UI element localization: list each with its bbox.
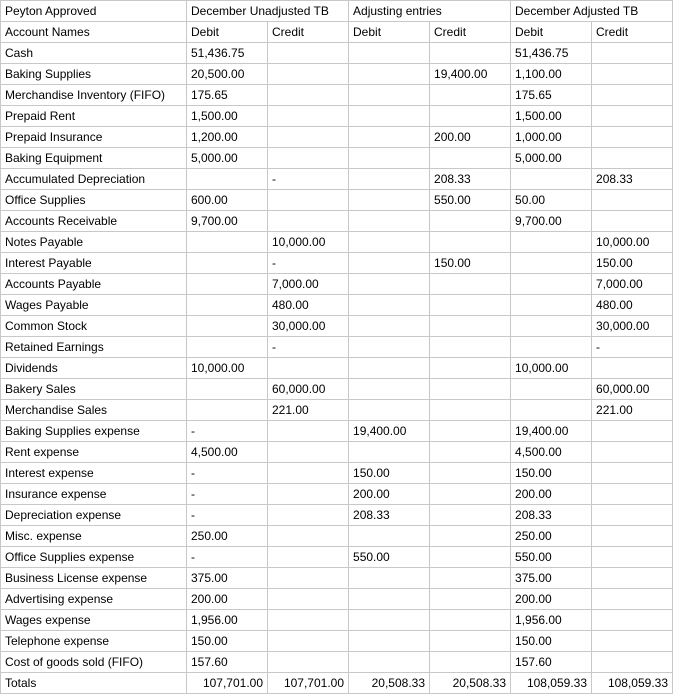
cell-adjusting-debit [349,526,430,547]
cell-unadjusted-debit: - [187,421,268,442]
account-name-cell: Office Supplies [1,190,187,211]
cell-unadjusted-debit [187,295,268,316]
group-unadjusted-tb: December Unadjusted TB [187,1,349,22]
cell-adjusting-debit: 150.00 [349,463,430,484]
cell-unadjusted-credit [268,442,349,463]
account-name-cell: Accounts Payable [1,274,187,295]
account-name-cell: Common Stock [1,316,187,337]
cell-unadjusted-credit [268,463,349,484]
cell-unadjusted-debit: - [187,505,268,526]
cell-adjusting-credit [430,631,511,652]
cell-adjusting-debit: 550.00 [349,547,430,568]
cell-unadjusted-debit: 4,500.00 [187,442,268,463]
cell-adjusted-debit: 208.33 [511,505,592,526]
cell-adjusted-debit [511,316,592,337]
cell-unadjusted-debit [187,253,268,274]
cell-adjusting-credit [430,358,511,379]
table-row [1,127,673,148]
cell-adjusted-credit [592,85,673,106]
table-row [1,652,673,673]
cell-unadjusted-debit [187,400,268,421]
table-row [1,358,673,379]
cell-adjusted-credit [592,484,673,505]
cell-adjusted-credit [592,568,673,589]
table-row [1,505,673,526]
header-adjusted-debit: Debit [511,22,592,43]
table-row [1,610,673,631]
table-row [1,379,673,400]
cell-adjusted-credit [592,631,673,652]
totals-row [1,673,673,694]
cell-unadjusted-debit: 10,000.00 [187,358,268,379]
cell-unadjusted-debit [187,232,268,253]
cell-adjusted-debit [511,400,592,421]
cell-adjusting-debit [349,43,430,64]
totals-adjusted-credit: 108,059.33 [592,673,673,694]
cell-adjusting-credit [430,547,511,568]
account-name-cell: Prepaid Insurance [1,127,187,148]
cell-adjusted-debit: 10,000.00 [511,358,592,379]
header-adjusted-credit: Credit [592,22,673,43]
cell-adjusted-credit [592,190,673,211]
cell-adjusted-debit: 175.65 [511,85,592,106]
account-name-cell: Baking Supplies [1,64,187,85]
cell-adjusting-credit [430,85,511,106]
account-name-cell: Cost of goods sold (FIFO) [1,652,187,673]
cell-unadjusted-credit [268,211,349,232]
cell-unadjusted-credit: 30,000.00 [268,316,349,337]
table-row [1,589,673,610]
cell-adjusted-debit: 250.00 [511,526,592,547]
table-row [1,442,673,463]
account-name-cell: Accumulated Depreciation [1,169,187,190]
cell-adjusted-debit: 50.00 [511,190,592,211]
header-unadjusted-credit: Credit [268,22,349,43]
header-account-names: Account Names [1,22,187,43]
cell-adjusting-credit: 150.00 [430,253,511,274]
cell-adjusting-debit [349,442,430,463]
cell-adjusting-debit [349,64,430,85]
cell-adjusted-credit: 208.33 [592,169,673,190]
cell-unadjusted-credit [268,64,349,85]
table-row [1,43,673,64]
account-name-cell: Accounts Receivable [1,211,187,232]
totals-unadjusted-debit: 107,701.00 [187,673,268,694]
cell-unadjusted-credit [268,148,349,169]
cell-adjusted-credit [592,589,673,610]
cell-adjusting-debit [349,190,430,211]
cell-unadjusted-credit [268,421,349,442]
table-row [1,64,673,85]
cell-adjusted-debit: 51,436.75 [511,43,592,64]
account-name-cell: Office Supplies expense [1,547,187,568]
cell-unadjusted-debit: 150.00 [187,631,268,652]
account-name-cell: Merchandise Sales [1,400,187,421]
cell-adjusted-credit: 60,000.00 [592,379,673,400]
cell-adjusted-credit: 30,000.00 [592,316,673,337]
cell-unadjusted-debit [187,316,268,337]
cell-adjusted-credit: 7,000.00 [592,274,673,295]
cell-unadjusted-credit [268,589,349,610]
cell-adjusted-credit: 480.00 [592,295,673,316]
table-row [1,400,673,421]
cell-unadjusted-debit: 1,200.00 [187,127,268,148]
cell-unadjusted-debit: 1,500.00 [187,106,268,127]
cell-unadjusted-credit: 221.00 [268,400,349,421]
cell-adjusted-credit [592,43,673,64]
cell-adjusting-debit [349,106,430,127]
cell-unadjusted-debit: 375.00 [187,568,268,589]
cell-adjusting-credit [430,106,511,127]
cell-adjusting-debit [349,148,430,169]
cell-adjusting-debit [349,631,430,652]
cell-adjusting-credit [430,274,511,295]
cell-adjusting-credit [430,463,511,484]
account-name-cell: Wages Payable [1,295,187,316]
table-row [1,421,673,442]
cell-unadjusted-credit: 480.00 [268,295,349,316]
cell-adjusting-debit [349,169,430,190]
cell-unadjusted-debit [187,337,268,358]
cell-adjusting-debit [349,295,430,316]
cell-adjusted-debit: 150.00 [511,631,592,652]
cell-adjusting-debit [349,337,430,358]
account-name-cell: Advertising expense [1,589,187,610]
cell-adjusting-credit [430,568,511,589]
cell-adjusting-debit: 208.33 [349,505,430,526]
cell-unadjusted-debit: 20,500.00 [187,64,268,85]
cell-adjusted-credit [592,505,673,526]
cell-adjusted-debit [511,253,592,274]
cell-unadjusted-debit: 51,436.75 [187,43,268,64]
totals-adjusting-credit: 20,508.33 [430,673,511,694]
cell-unadjusted-credit [268,505,349,526]
cell-unadjusted-credit [268,190,349,211]
account-name-cell: Business License expense [1,568,187,589]
cell-adjusted-debit: 150.00 [511,463,592,484]
cell-adjusted-debit [511,232,592,253]
cell-unadjusted-debit: - [187,484,268,505]
cell-adjusting-credit [430,148,511,169]
cell-adjusted-credit [592,526,673,547]
cell-unadjusted-debit: 250.00 [187,526,268,547]
cell-unadjusted-credit [268,43,349,64]
header-unadjusted-debit: Debit [187,22,268,43]
account-name-cell: Retained Earnings [1,337,187,358]
cell-adjusted-credit [592,148,673,169]
totals-adjusting-debit: 20,508.33 [349,673,430,694]
cell-adjusted-debit: 157.60 [511,652,592,673]
cell-unadjusted-debit [187,274,268,295]
cell-adjusted-debit: 4,500.00 [511,442,592,463]
cell-adjusted-credit: 10,000.00 [592,232,673,253]
cell-adjusted-debit [511,379,592,400]
cell-unadjusted-credit [268,610,349,631]
cell-adjusting-debit [349,589,430,610]
table-row [1,526,673,547]
cell-adjusting-credit [430,484,511,505]
cell-adjusting-credit [430,652,511,673]
cell-adjusting-debit [349,232,430,253]
account-name-cell: Telephone expense [1,631,187,652]
totals-label: Totals [1,673,187,694]
cell-adjusting-debit [349,568,430,589]
table-row [1,337,673,358]
cell-unadjusted-credit: 60,000.00 [268,379,349,400]
cell-adjusted-debit [511,337,592,358]
table-row [1,211,673,232]
cell-adjusting-debit: 19,400.00 [349,421,430,442]
cell-adjusted-debit [511,274,592,295]
cell-adjusting-credit [430,610,511,631]
cell-unadjusted-debit [187,169,268,190]
cell-adjusting-debit [349,610,430,631]
cell-adjusting-credit [430,400,511,421]
table-row [1,547,673,568]
cell-unadjusted-credit: 10,000.00 [268,232,349,253]
cell-adjusted-credit [592,610,673,631]
cell-unadjusted-credit: - [268,337,349,358]
cell-adjusting-credit [430,232,511,253]
cell-unadjusted-credit [268,127,349,148]
cell-adjusted-debit: 19,400.00 [511,421,592,442]
table-row [1,463,673,484]
account-name-cell: Prepaid Rent [1,106,187,127]
cell-unadjusted-debit: 1,956.00 [187,610,268,631]
cell-adjusted-credit: - [592,337,673,358]
cell-unadjusted-debit: 175.65 [187,85,268,106]
cell-adjusting-credit: 200.00 [430,127,511,148]
cell-adjusting-credit: 19,400.00 [430,64,511,85]
cell-adjusting-debit [349,358,430,379]
cell-unadjusted-debit: - [187,463,268,484]
table-row [1,232,673,253]
cell-unadjusted-credit [268,484,349,505]
cell-unadjusted-credit [268,652,349,673]
cell-adjusting-credit [430,379,511,400]
cell-adjusting-debit [349,316,430,337]
cell-adjusting-debit [349,127,430,148]
table-row [1,295,673,316]
cell-unadjusted-credit [268,358,349,379]
cell-unadjusted-credit [268,106,349,127]
cell-unadjusted-debit: 5,000.00 [187,148,268,169]
account-name-cell: Insurance expense [1,484,187,505]
account-name-cell: Rent expense [1,442,187,463]
cell-adjusting-credit [430,421,511,442]
cell-adjusted-debit [511,295,592,316]
cell-unadjusted-credit: 7,000.00 [268,274,349,295]
cell-adjusting-credit [430,505,511,526]
table-row [1,106,673,127]
table-row [1,484,673,505]
cell-adjusting-credit [430,316,511,337]
cell-adjusting-credit [430,211,511,232]
cell-adjusted-debit: 200.00 [511,589,592,610]
cell-adjusted-credit [592,358,673,379]
table-row [1,568,673,589]
account-name-cell: Depreciation expense [1,505,187,526]
cell-unadjusted-debit [187,379,268,400]
cell-adjusting-credit [430,589,511,610]
cell-unadjusted-credit: - [268,169,349,190]
cell-adjusting-credit [430,337,511,358]
cell-adjusting-credit [430,526,511,547]
cell-adjusted-credit [592,106,673,127]
cell-unadjusted-debit: 600.00 [187,190,268,211]
cell-adjusted-credit [592,463,673,484]
cell-unadjusted-debit: 9,700.00 [187,211,268,232]
table-row [1,169,673,190]
table-row [1,316,673,337]
totals-unadjusted-credit: 107,701.00 [268,673,349,694]
totals-adjusted-debit: 108,059.33 [511,673,592,694]
cell-unadjusted-credit [268,631,349,652]
cell-adjusting-credit [430,43,511,64]
table-row [1,148,673,169]
cell-adjusted-credit [592,547,673,568]
header-adjusting-debit: Debit [349,22,430,43]
company-title: Peyton Approved [1,1,187,22]
cell-adjusted-debit [511,169,592,190]
account-name-cell: Dividends [1,358,187,379]
account-name-cell: Baking Supplies expense [1,421,187,442]
cell-adjusted-credit [592,421,673,442]
account-name-cell: Interest Payable [1,253,187,274]
cell-adjusting-debit [349,379,430,400]
cell-adjusting-debit [349,211,430,232]
cell-adjusted-debit: 9,700.00 [511,211,592,232]
account-name-cell: Merchandise Inventory (FIFO) [1,85,187,106]
header-subrow [1,22,673,43]
cell-adjusted-debit: 1,956.00 [511,610,592,631]
cell-adjusting-debit [349,253,430,274]
cell-adjusting-debit [349,85,430,106]
header-group-row [1,1,673,22]
cell-adjusting-credit [430,295,511,316]
cell-adjusted-debit: 1,100.00 [511,64,592,85]
cell-adjusting-debit [349,274,430,295]
cell-adjusted-credit: 150.00 [592,253,673,274]
header-adjusting-credit: Credit [430,22,511,43]
cell-adjusted-debit: 550.00 [511,547,592,568]
account-name-cell: Wages expense [1,610,187,631]
cell-adjusting-credit: 208.33 [430,169,511,190]
account-name-cell: Interest expense [1,463,187,484]
cell-unadjusted-debit: - [187,547,268,568]
account-name-cell: Misc. expense [1,526,187,547]
table-row [1,190,673,211]
account-name-cell: Notes Payable [1,232,187,253]
cell-adjusted-credit [592,127,673,148]
cell-unadjusted-debit: 157.60 [187,652,268,673]
table-row [1,253,673,274]
table-row [1,274,673,295]
cell-adjusted-debit: 5,000.00 [511,148,592,169]
cell-unadjusted-credit [268,526,349,547]
cell-adjusted-debit: 1,500.00 [511,106,592,127]
cell-adjusted-debit: 200.00 [511,484,592,505]
group-adjusting-entries: Adjusting entries [349,1,511,22]
cell-unadjusted-credit [268,547,349,568]
cell-adjusting-credit [430,442,511,463]
cell-unadjusted-credit [268,85,349,106]
table-row [1,85,673,106]
cell-unadjusted-credit: - [268,253,349,274]
cell-unadjusted-debit: 200.00 [187,589,268,610]
cell-adjusted-credit [592,442,673,463]
cell-adjusted-credit: 221.00 [592,400,673,421]
group-adjusted-tb: December Adjusted TB [511,1,673,22]
cell-adjusted-credit [592,64,673,85]
cell-adjusted-debit: 375.00 [511,568,592,589]
cell-adjusted-credit [592,652,673,673]
table-row [1,631,673,652]
cell-unadjusted-credit [268,568,349,589]
cell-adjusted-credit [592,211,673,232]
account-name-cell: Bakery Sales [1,379,187,400]
cell-adjusting-debit [349,652,430,673]
cell-adjusting-debit: 200.00 [349,484,430,505]
cell-adjusting-debit [349,400,430,421]
cell-adjusting-credit: 550.00 [430,190,511,211]
account-name-cell: Baking Equipment [1,148,187,169]
account-name-cell: Cash [1,43,187,64]
cell-adjusted-debit: 1,000.00 [511,127,592,148]
